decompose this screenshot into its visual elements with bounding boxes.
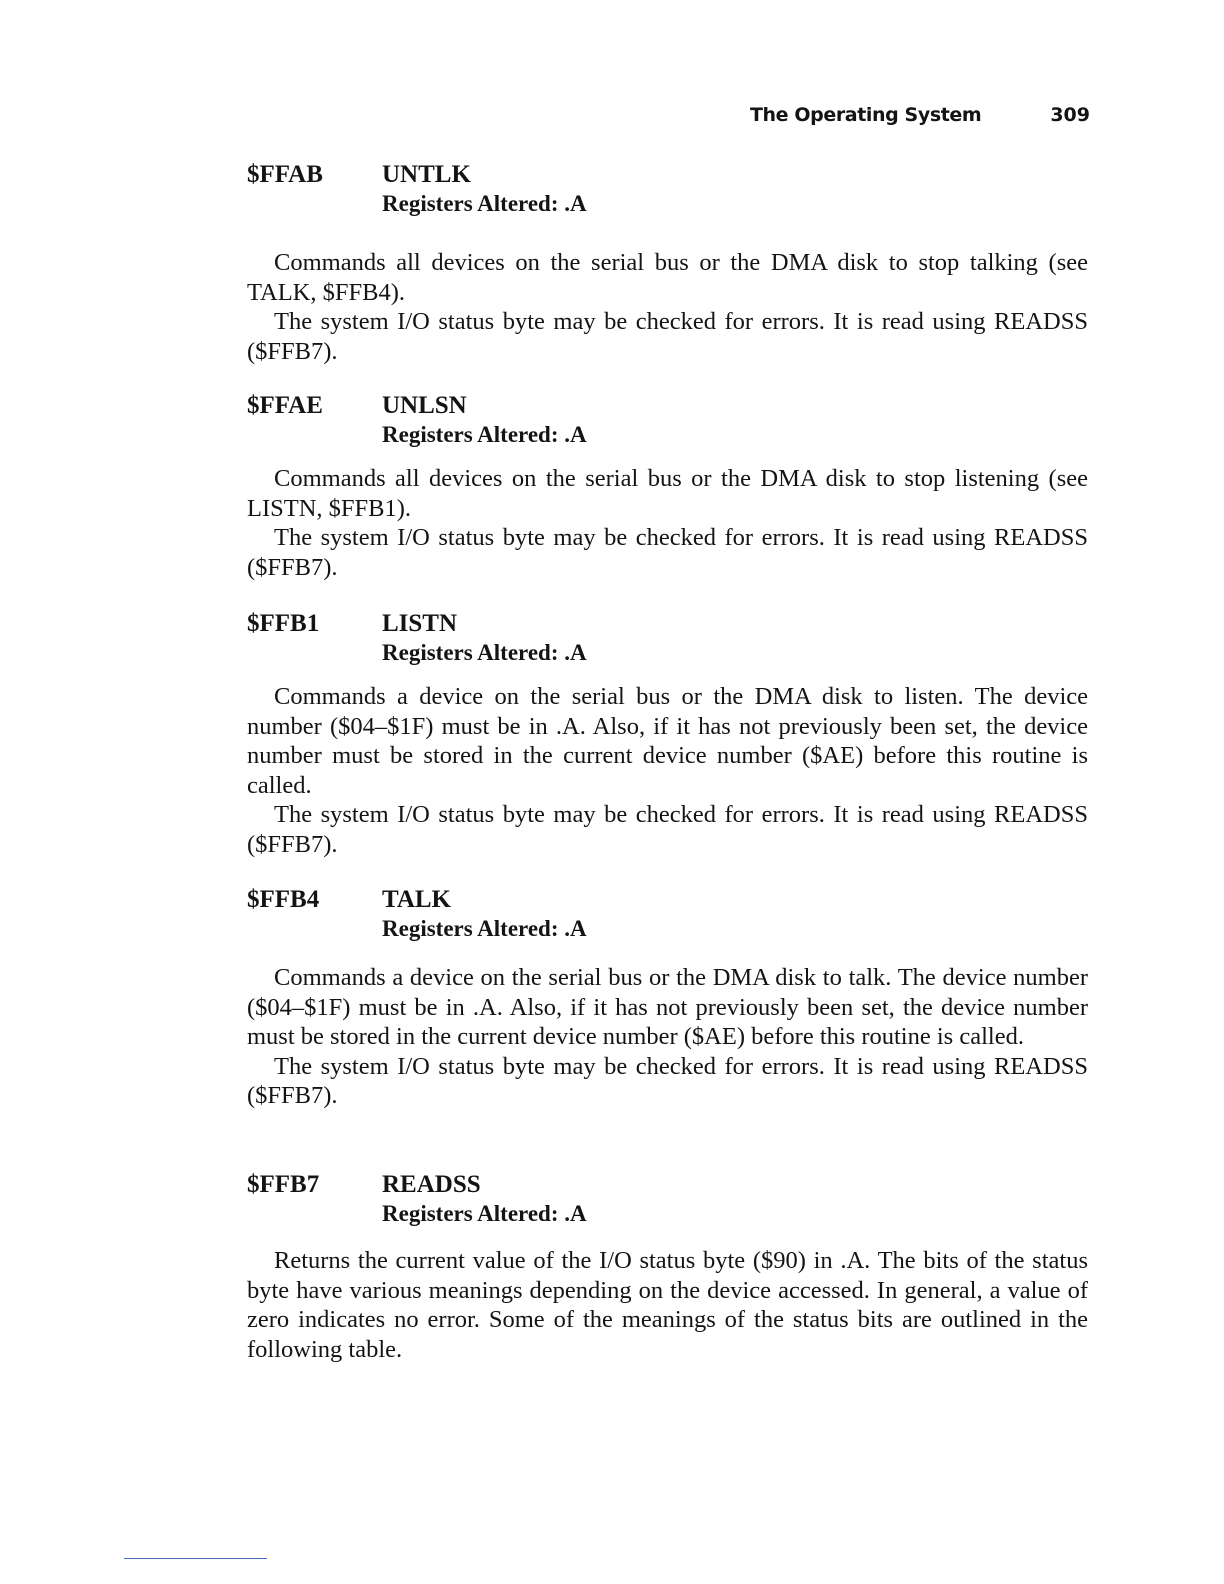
description-paragraph: Returns the current value of the I/O status byte ($90) in .A. The bits of the status byte have various meanings depending on the device accessed. In general, a value of zero indicates no error. Some of the meanings of the status bits are outlined in the following table. [247, 1247, 1088, 1363]
routine-address: $FFB7 [247, 1171, 320, 1198]
footer-rule [124, 1558, 267, 1559]
status-paragraph: The system I/O status byte may be checked for errors. It is read using READSS ($FFB7). [247, 524, 1088, 581]
status-paragraph: The system I/O status byte may be checked for errors. It is read using READSS ($FFB7). [247, 308, 1088, 365]
status-paragraph: The system I/O status byte may be checked for errors. It is read using READSS ($FFB7). [247, 1052, 1088, 1109]
registers-altered: Registers Altered: .A [382, 916, 587, 941]
registers-altered: Registers Altered: .A [382, 640, 587, 665]
routine-entry-readss [247, 1171, 1088, 1364]
entry-heading [247, 886, 1088, 948]
routine-entry-talk [247, 886, 1088, 1111]
routine-address: $FFAB [247, 161, 323, 188]
description-paragraph: Commands all devices on the serial bus or the DMA disk to stop talking (see TALK, $FFB4). [247, 249, 1088, 306]
entry-heading [247, 610, 1088, 672]
routine-name: READSS [382, 1171, 481, 1198]
routine-name: LISTN [382, 610, 458, 637]
routine-entry-unlsn [247, 392, 1088, 582]
status-paragraph: The system I/O status byte may be checked for errors. It is read using READSS ($FFB7). [247, 801, 1088, 858]
entry-heading [247, 392, 1088, 454]
routine-entry-untlk [247, 161, 1088, 366]
description-paragraph: Commands a device on the serial bus or the DMA disk to talk. The device number ($04–$1F) must be in .A. Also, if it has not previously been set, the device number must be stored in the current device number ($AE) before this routine is called. [247, 964, 1088, 1050]
routine-name: UNLSN [382, 392, 467, 419]
entry-heading [247, 161, 1088, 223]
page-number: 309 [1050, 104, 1090, 126]
registers-altered: Registers Altered: .A [382, 191, 587, 216]
routine-address: $FFB1 [247, 610, 320, 637]
routine-entry-listn [247, 610, 1088, 859]
description-paragraph: Commands all devices on the serial bus or the DMA disk to stop listening (see LISTN, $FFB1). [247, 465, 1088, 522]
registers-altered: Registers Altered: .A [382, 1201, 587, 1226]
description-paragraph: Commands a device on the serial bus or the DMA disk to listen. The device number ($04–$1F) must be in .A. Also, if it has not previously been set, the device number must be stored in the current device number ($AE) before this routine is called. [247, 683, 1088, 799]
registers-altered: Registers Altered: .A [382, 422, 587, 447]
routine-address: $FFAE [247, 392, 323, 419]
routine-name: TALK [382, 886, 451, 913]
header-title: The Operating System [750, 104, 982, 126]
entry-heading [247, 1171, 1088, 1233]
routine-name: UNTLK [382, 161, 471, 188]
routine-address: $FFB4 [247, 886, 320, 913]
